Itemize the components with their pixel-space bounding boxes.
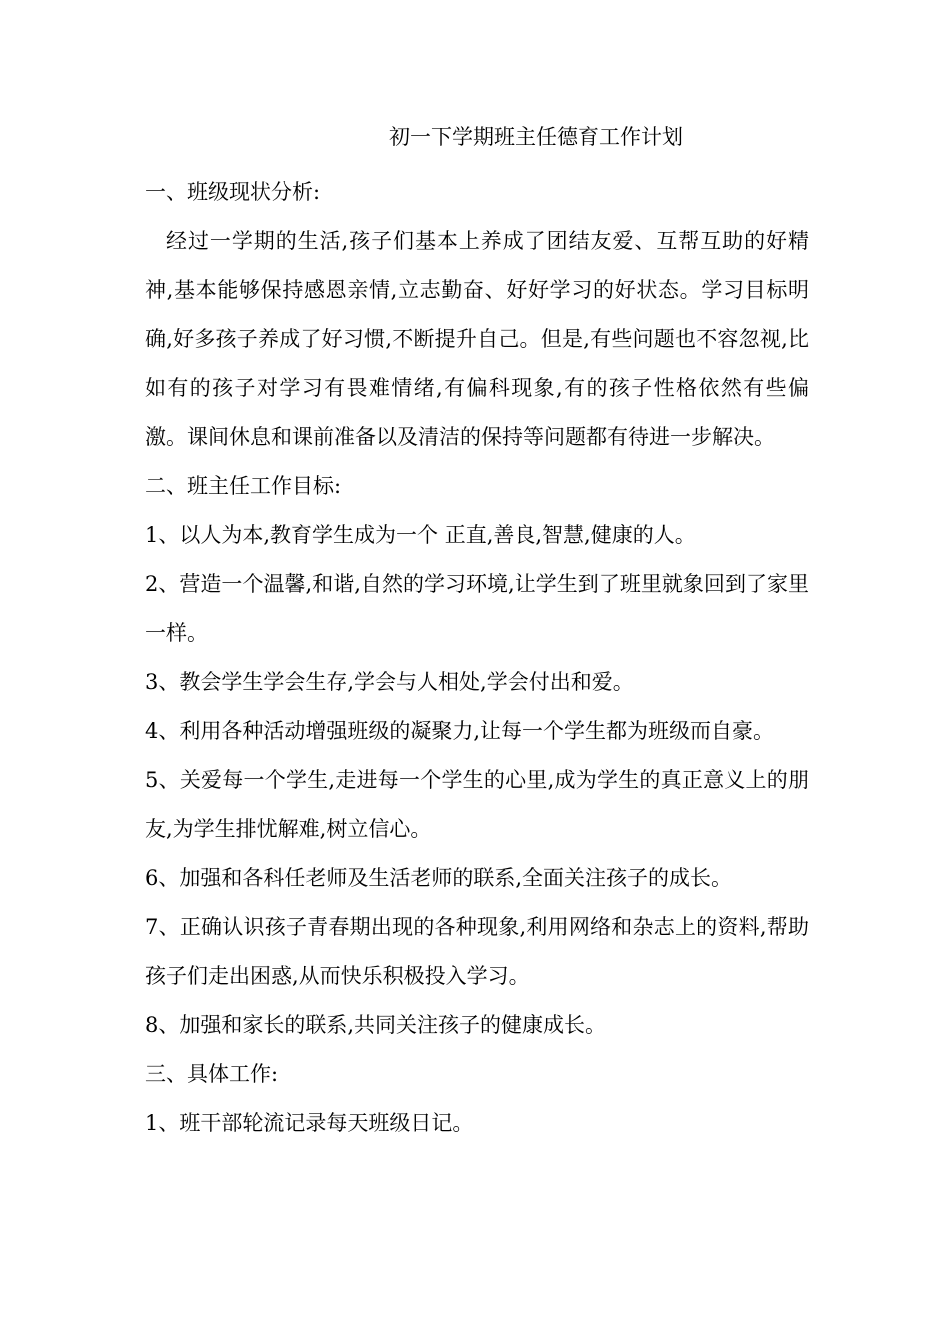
- document-title: 初一下学期班主任德育工作计划: [389, 125, 683, 149]
- goal-item-6: 6、加强和各科任老师及生活老师的联系,全面关注孩子的成长。: [145, 866, 733, 890]
- paragraph-class-analysis: 经过一学期的生活,孩子们基本上养成了团结友爱、互帮互助的好精神,基本能够保持感恩亲情,立志勤奋、好好学习的好状态。学习目标明确,好多孩子养成了好习惯,不断提升自己。但是,有些问题也不容忽视,比如有的孩子对学习有畏难情绪,有偏科现象,有的孩子性格依然有些偏激。课间休息和课前准备以及清洁的保持等问题都有待进一步解决。: [145, 229, 809, 449]
- goal-item-8: 8、加强和家长的联系,共同关注孩子的健康成长。: [145, 1013, 607, 1037]
- goal-item-5: 5、关爱每一个学生,走进每一个学生的心里,成为学生的真正意义上的朋友,为学生排忧解难,树立信心。: [145, 768, 809, 841]
- section-heading-class-analysis: 一、班级现状分析:: [145, 180, 321, 204]
- work-item-1: 1、班干部轮流记录每天班级日记。: [145, 1111, 474, 1135]
- goal-item-2: 2、营造一个温馨,和谐,自然的学习环境,让学生到了班里就象回到了家里一样。: [145, 572, 809, 645]
- section-heading-specific-work: 三、具体工作:: [145, 1062, 279, 1086]
- goal-item-4: 4、利用各种活动增强班级的凝聚力,让每一个学生都为班级而自豪。: [145, 719, 775, 743]
- section-heading-work-goals: 二、班主任工作目标:: [145, 474, 342, 498]
- document-body: [145, 168, 809, 1148]
- goal-item-7: 7、正确认识孩子青春期出现的各种现象,利用网络和杂志上的资料,帮助孩子们走出困惑,从而快乐积极投入学习。: [145, 915, 809, 988]
- goal-item-3: 3、教会学生学会生存,学会与人相处,学会付出和爱。: [145, 670, 634, 694]
- goal-item-1: 1、以人为本,教育学生成为一个 正直,善良,智慧,健康的人。: [145, 523, 696, 547]
